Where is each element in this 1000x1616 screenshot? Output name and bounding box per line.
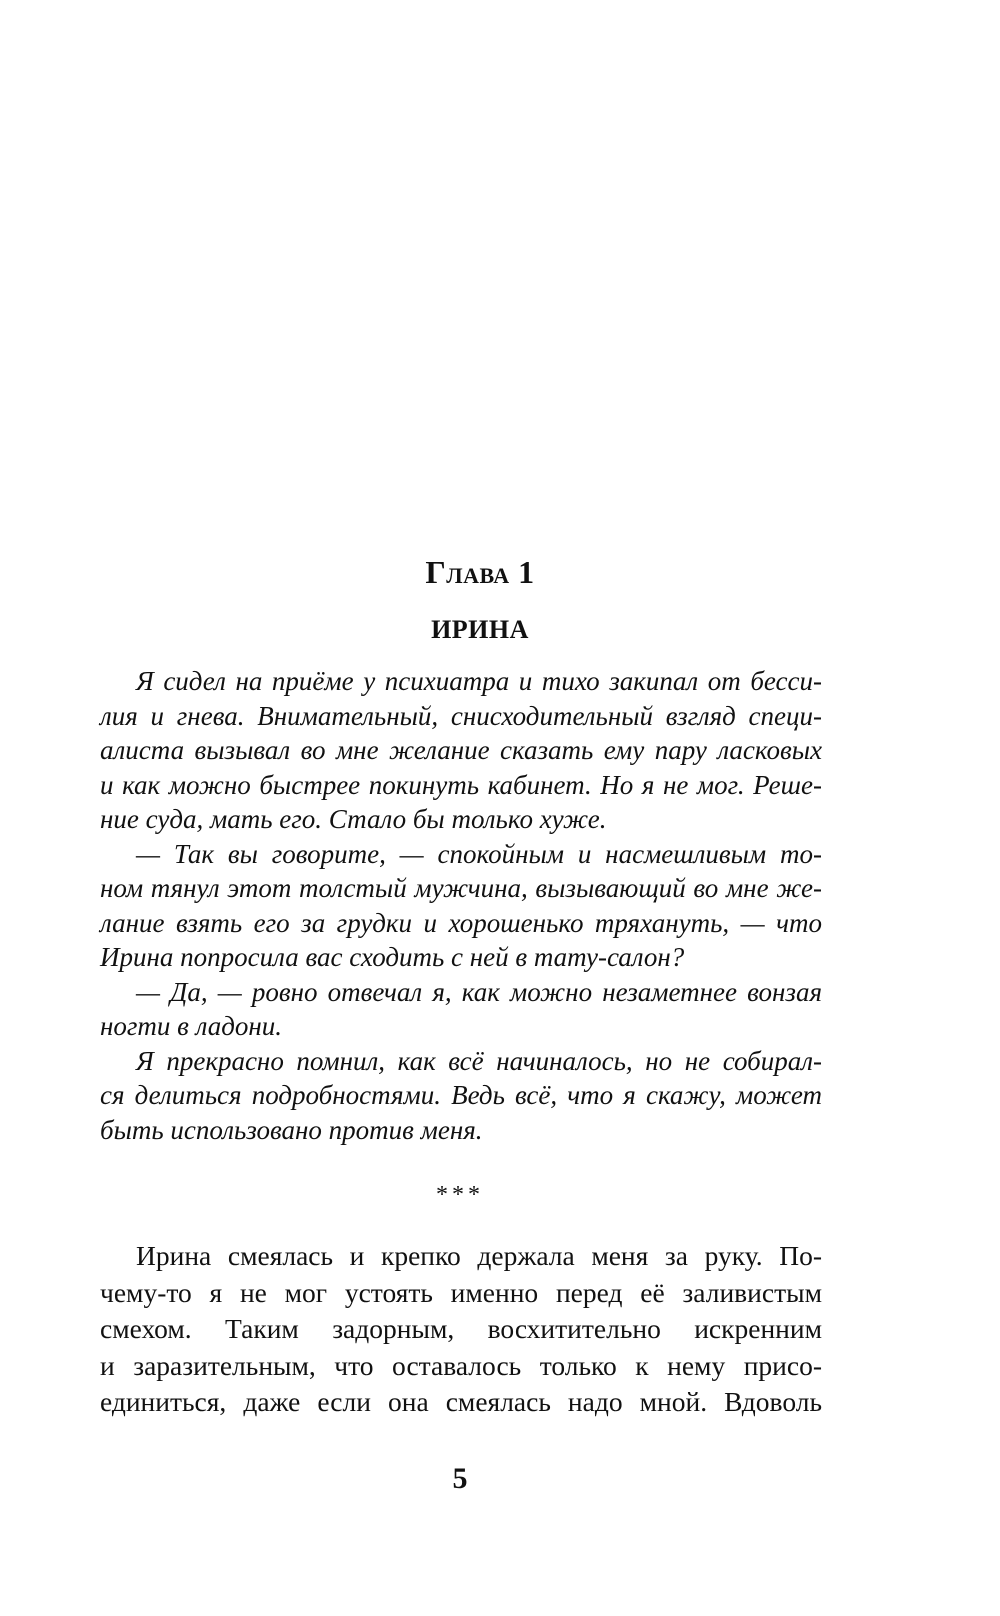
- chapter-number-label: Глава 1: [425, 554, 535, 590]
- italic-paragraph: [100, 664, 822, 1147]
- text-line: ном тянул этот толстый мужчина, вызывающий во мне же-: [100, 873, 822, 903]
- text-line: лия и гнева. Внимательный, снисходительный взгляд специ-: [100, 700, 822, 731]
- text-line: ся делиться подробностями. Ведь всё, что я скажу, может: [100, 1080, 822, 1110]
- section-separator: ***: [436, 1182, 484, 1208]
- regular-paragraph: [100, 1238, 822, 1421]
- text-line: лание взять его за грудки и хорошенько тряхануть, — что: [100, 907, 822, 938]
- text-line: Я прекрасно помнил, как всё начиналось, но не собирал-: [136, 1045, 822, 1076]
- text-line: смехом. Таким задорным, восхитительно искренним: [100, 1313, 822, 1344]
- text-line: чему-то я не мог устоять именно перед её заливистым: [100, 1276, 822, 1308]
- text-line: Я сидел на приёме у психиатра и тихо закипал от бесси-: [136, 666, 822, 696]
- text-line: Ирина попросила вас сходить с ней в тату-салон?: [100, 942, 685, 972]
- text-line: алиста вызывал во мне желание сказать ему пару ласковых: [100, 735, 822, 765]
- chapter-number: [0, 552, 960, 592]
- text-line: ногти в ладони.: [100, 1011, 283, 1041]
- chapter-title: ИРИНА: [431, 615, 529, 644]
- text-line: — Да, — ровно отвечал я, как можно незаметнее вонзая: [136, 976, 822, 1007]
- text-line: единиться, даже если она смеялась надо мной. Вдоволь: [100, 1386, 822, 1417]
- text-line: ние суда, мать его. Стало бы только хуже.: [100, 804, 607, 834]
- text-line: Ирина смеялась и крепко держала меня за руку. По-: [136, 1240, 822, 1271]
- text-line: и как можно быстрее покинуть кабинет. Но я не мог. Реше-: [100, 769, 822, 800]
- text-line: и заразительным, что оставалось только к нему присо-: [100, 1349, 822, 1381]
- text-line: — Так вы говорите, — спокойным и насмешливым то-: [136, 838, 822, 869]
- text-line: быть использовано против меня.: [100, 1114, 483, 1145]
- page-number: 5: [452, 1462, 468, 1495]
